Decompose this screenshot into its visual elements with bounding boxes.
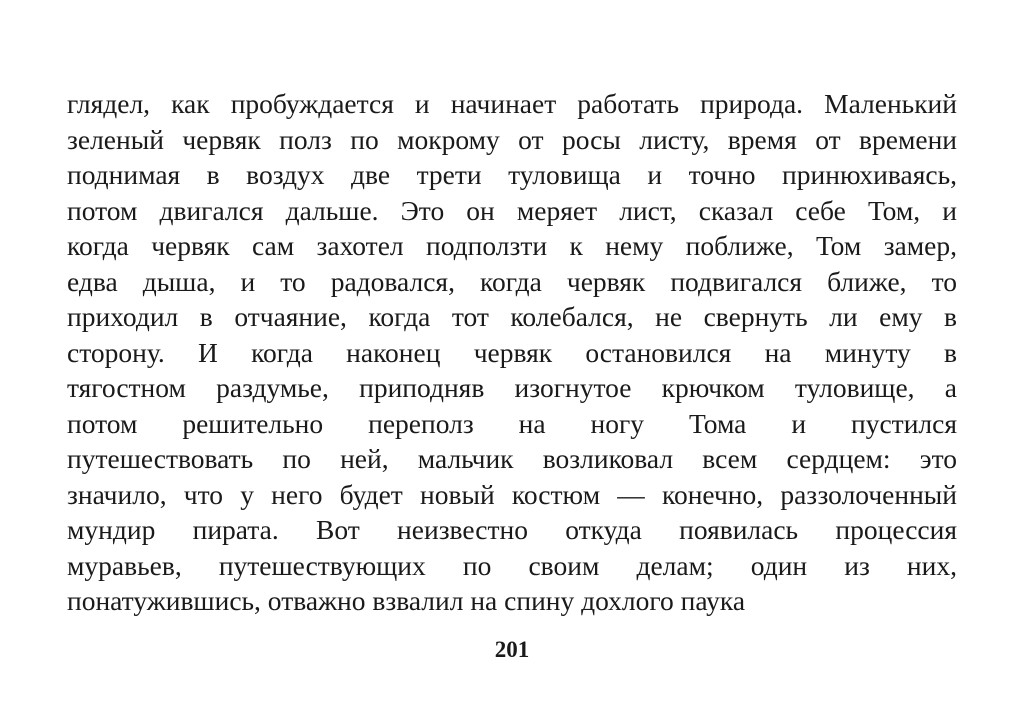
text-line: когда червяк сам захотел подползти к нему поближе, Том замер, [67,230,957,261]
text-line: приходил в отчаяние, когда тот колебался, не свернуть ли ему в [67,301,957,332]
text-line: глядел, как пробуждается и начинает работать природа. Маленький [67,88,957,119]
text-line: мундир пирата. Вот неизвестно откуда появилась процессия [67,514,957,545]
body-text [67,86,957,619]
text-line: понатужившись, отважно взвалил на спину дохлого паука [67,585,746,616]
text-line: путешествовать по ней, мальчик возликовал всем сердцем: это [67,443,957,474]
text-line: потом решительно переполз на ногу Тома и пустился [67,407,957,439]
text-line: значило, что у него будет новый костюм — конечно, раззолоченный [67,478,957,510]
text-line: поднимая в воздух две трети туловища и точно принюхиваясь, [67,159,957,190]
text-line: зеленый червяк полз по мокрому от росы листу, время от времени [67,123,957,155]
text-line: муравьев, путешествующих по своим делам; один из них, [67,549,957,581]
text-line: тягостном раздумье, приподняв изогнутое крючком туловище, а [67,372,957,403]
page-number: 201 [494,637,530,662]
text-line: сторону. И когда наконец червяк остановился на минуту в [67,336,957,368]
text-line: едва дыша, и то радовался, когда червяк подвигался ближе, то [67,265,957,297]
text-line: потом двигался дальше. Это он меряет лист, сказал себе Том, и [67,194,957,226]
